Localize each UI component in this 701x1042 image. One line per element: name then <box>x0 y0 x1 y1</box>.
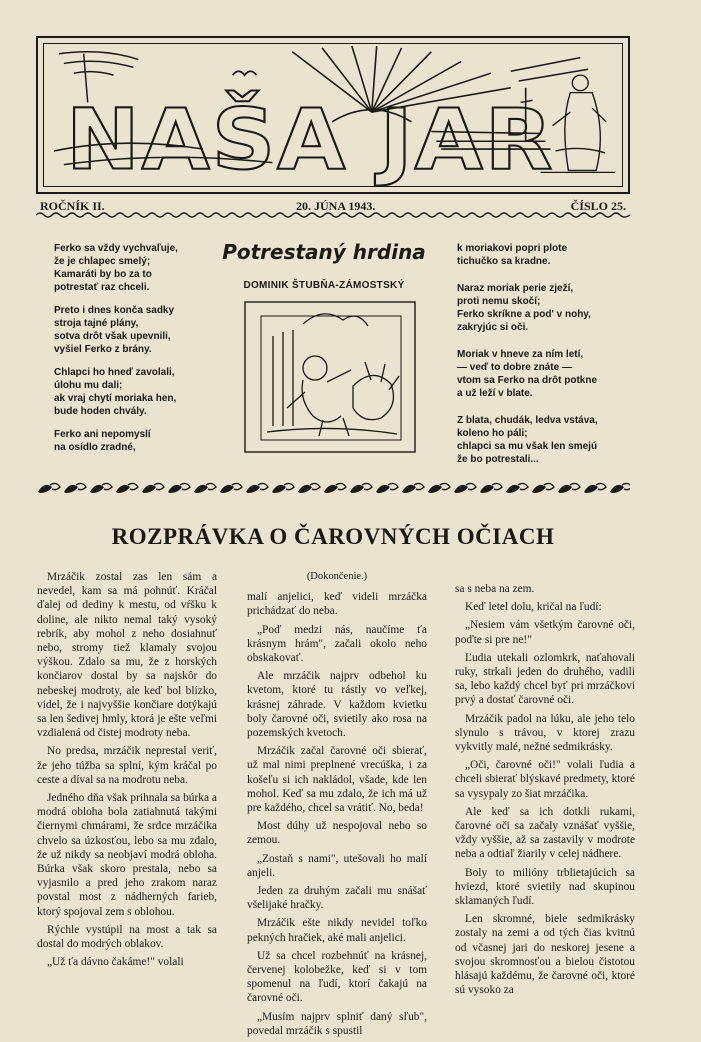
poem-line: Preto i dnes konča sadky <box>54 305 175 316</box>
poem-line: a už leží v blate. <box>457 388 533 399</box>
masthead <box>36 36 630 194</box>
issue-number: ČÍSLO 25. <box>570 199 626 213</box>
poem-line: potrestať raz chceli. <box>54 282 150 293</box>
story-column-3 <box>455 582 635 1001</box>
story-paragraph: Keď letel dolu, kričal na ľudí: <box>465 601 602 614</box>
story-paragraph: Ale keď sa ich dotkli rukami, čarovné oči sa začaly vznášať vyššie, vždy vyššie, až sa zastavily v modrote neba a odtiaľ žiarily v celej nádhere. <box>455 805 635 861</box>
story-paragraph: Boly to milióny trblietajúcich sa hviezd, ktoré svietily nad skupinou sklamaných ľudí. <box>455 866 635 908</box>
wavy-divider <box>36 210 630 220</box>
poem-line: strojа tajné plány, <box>54 318 139 329</box>
poem-line: že bo potrestali... <box>457 454 539 465</box>
poem-line: Z blata, chudák, ledva vstáva, <box>457 415 598 426</box>
story-paragraph: „Oči, čarovné oči!" volali ľudia a chceli sbierať blýskavé predmety, ktoré sa vysypaly zo šiat mrzáčika. <box>455 759 635 800</box>
poem-stanza <box>457 414 598 466</box>
poem-stanza <box>54 242 178 294</box>
story-paragraph: Most dúhy už nespojoval nebo so zemou. <box>247 820 427 847</box>
story-paragraph: malí anjelici, keď videli mrzáčka prichádzať do neba. <box>247 591 427 618</box>
story-title: ROZPRÁVKA O ČAROVNÝCH OČIACH <box>111 524 555 549</box>
story-paragraph: „Poď medzi nás, naučíme ťa krásnym hrám", začali okolo neho obskakovať. <box>247 623 427 665</box>
poem-line: Ferko sa vždy vychvaľuje, <box>54 243 178 254</box>
poem-line: úlohu mu dali; <box>54 380 123 391</box>
poem-right-column <box>457 242 598 476</box>
poem-author: DOMINIK ŠTUBŇA-ZÁMOSTSKÝ <box>243 280 405 291</box>
masthead-title: NAŠA JAR <box>66 90 555 189</box>
story-paragraph: „Zostaň s nami", utešovali ho malí anjeli. <box>247 852 427 879</box>
poem-line: že je chlapec smelý; <box>54 256 151 267</box>
poem-stanza <box>457 282 598 334</box>
story-paragraph: Mrzáčik padol na lúku, ale jeho telo slynulo s trávou, v ktorej zrazu vykvitly malé, nežné sedmikrásky. <box>455 712 635 754</box>
poem-stanza <box>457 242 598 268</box>
story-paragraph: Mrzáčik ešte nikdy nevidel toľko pekných hračiek, aké mali anjelici. <box>247 917 427 944</box>
poem-illustration <box>243 296 421 456</box>
poem-line: Naraz moriak perie zježí, <box>457 283 574 294</box>
ornamental-divider <box>36 479 630 497</box>
poem-line: k moriakovi popri plote <box>457 243 568 254</box>
poem-line: koleno ho páli; <box>457 428 528 439</box>
story-paragraph: „Musím najprv splniť daný sľub", povedal mrzáčik s spustil <box>247 1010 427 1037</box>
story-paragraph: Mrzáčik začal čarovné oči sbierať, už mal nimi preplnené vrecúška, i za košeľu si ich nakládol, všade, kde len mohol. Keď sa mu zdalo, že ich má už pre každého, chcel sa vrátiť. No, beda! <box>247 745 427 815</box>
story-paragraph: Už sa chcel rozbehnúť na krásnej, červenej kolobežke, keď si v tom spomenul na ľudí, ktorí čakajú na čarovné oči. <box>247 949 427 1005</box>
poem-line: chlapci sa mu však len smejú <box>457 441 598 452</box>
poem-stanza <box>457 348 598 400</box>
story-column-1 <box>37 570 217 973</box>
poem-stanza <box>54 304 178 356</box>
poem-stanza <box>54 428 178 454</box>
poem-line: bude hoden chvály. <box>54 406 147 417</box>
poem-line: Kamaráti by bo za to <box>54 269 152 280</box>
story-paragraph: sa s neba na zem. <box>455 583 535 595</box>
poem-line: tichučko sa kradne. <box>457 256 551 267</box>
poem-line: proti nemu skočí; <box>457 296 541 307</box>
story-paragraph: „Nesiem vám všetkým čarovné oči, poďte si pre ne!" <box>455 619 635 646</box>
story-paragraph: Jeden za druhým začali mu snášať všelijaké hračky. <box>247 885 427 912</box>
story-column-2 <box>247 570 427 1042</box>
story-paragraph: Ľudia utekali ozlomkrk, naťahovali ruky, strkali jeden do druhého, vadili sa, lebo každý chcel byť pri mrzáčkovi prvý a dostať čarovné oči. <box>455 651 635 707</box>
story-paragraph: Rýchle vystúpil na most a tak sa dostal do modrých oblakov. <box>37 923 217 951</box>
poem-line: vyšiel Ferko z brány. <box>54 344 152 355</box>
poem-line: — veď to dobre znáte — <box>457 362 572 373</box>
poem-line: zakryjúc si oči. <box>457 322 529 333</box>
story-paragraph: Jedného dňa však prihnala sa búrka a modrá obloha bola zatiahnutá takými čiernymi chmárami, že srdce mrzáčika chvelo sa úzkosťou, lebo sa mu zdalo, že už nikdy sa neobjaví modrá obloha. Búrka však skoro prestala, nebo sa vyjasnilo a pred jeho zrakom naraz povstal most z nádherných farieb, ktorý spojoval zem s oblohou. <box>37 792 217 918</box>
poem-line: Ferko ani nepomyslí <box>54 429 151 440</box>
poem-stanza <box>54 366 178 418</box>
poem-title: Potrestaný hrdina <box>222 240 426 264</box>
poem-line: sotva drôt však upevnili, <box>54 331 171 342</box>
volume-label: ROČNÍK II. <box>40 199 105 213</box>
poem-line: ak vraj chytí moriaka hen, <box>54 393 177 404</box>
poem-line: Moriak v hneve za ním letí, <box>457 349 584 360</box>
issue-date: 20. JÚNA 1943. <box>296 199 376 213</box>
poem-line: Chlapci ho hneď zavolali, <box>54 367 175 378</box>
poem-line: vtom sa Ferko na drôt potkne <box>457 375 598 386</box>
story-paragraph: No predsa, mrzáčik neprestal veriť, že jeho túžba sa splní, kým kráčal po ceste a díval sa na modrotu neba. <box>37 745 217 786</box>
poem-left-column <box>54 242 178 464</box>
story-subtitle: (Dokončenie.) <box>306 571 368 582</box>
story-paragraph: Mrzáčik zostal zas len sám a nevedel, kam sa má pohnúť. Kráčal ďalej od dediny k mestu, od vŕšku k doline, ale nikto nemal taký vysoký rebrík, aby mohol z neho dosiahnuť nebo, stromy tiež klamaly svojou výškou. Zdalo sa mu, že z horských končiarov dostal by sa najskôr do nebeskej modroty, ale keď bol blízko, videl, že i najvyššie končiare dotýkajú sa len šedivej hmly, ktorá je ešte veľmi vzdialená od čistej modroty neba. <box>37 571 217 740</box>
story-paragraph: „Už ťa dávno čakáme!" volali <box>47 956 184 969</box>
poem-line: Ferko skríkne a pod' v nohy, <box>457 309 591 320</box>
masthead-frame <box>43 43 623 187</box>
poem-line: na osídlo zradné, <box>54 442 136 453</box>
story-paragraph: Len skromné, biele sedmikrásky zostaly na zemi a od tých čias kvitnú od včasnej jari do neskorej jesene a svojou skromnosťou a bielou čistotou hlásajú každému, že čarovné oči, ktoré sú vysoko za <box>455 913 635 997</box>
story-paragraph: Ale mrzáčik najprv odbehol ku kvetom, ktoré tu rástly vo veľkej, krásnej záhrade. V každom kvietku boly čarovné oči, svietily ako rosa na pozemských kvetoch. <box>247 670 427 740</box>
